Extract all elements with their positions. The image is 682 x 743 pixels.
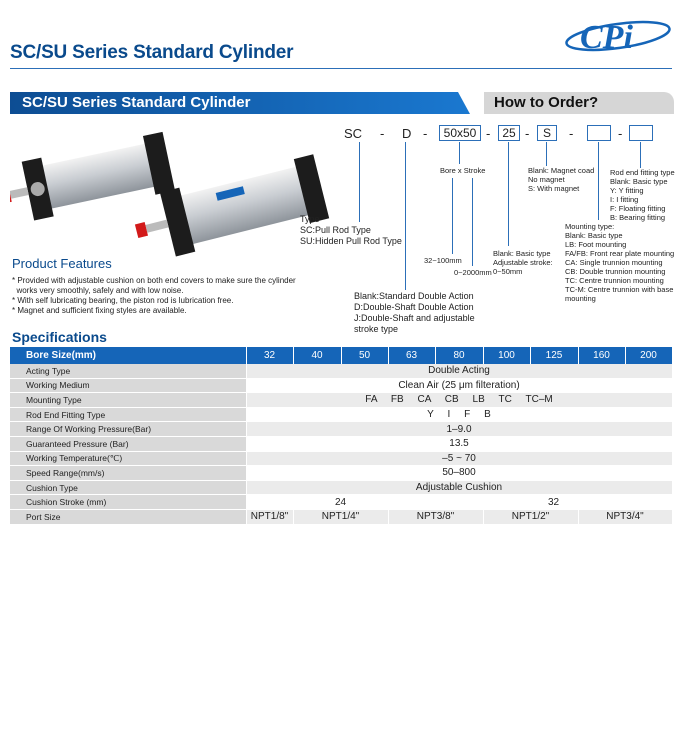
connector-line [452,178,453,254]
row-label: Working Temperature(℃) [10,451,246,466]
code-dash: - [486,126,491,141]
connector-line [472,178,473,266]
title-divider [10,68,672,69]
bore-header: 80 [435,347,483,364]
bore-header: 40 [293,347,341,364]
row-label: Port Size [10,509,246,524]
code-mounting [587,125,611,141]
row-label: Range Of Working Pressure(Bar) [10,422,246,437]
row-value: Clean Air (25 μm filteration) [246,378,672,393]
row-value: 24 [246,495,435,510]
row-value: Double Acting [246,364,672,378]
how-to-order-title: How to Order? [494,94,599,111]
connector-line [598,142,599,220]
specifications-title: Specifications [12,329,107,345]
logo-text: CPi [580,19,633,56]
code-dash: - [569,126,574,141]
row-label: Speed Range(mm/s) [10,466,246,481]
connector-line [405,142,406,290]
connector-line [359,142,360,222]
row-value: Adjustable Cushion [246,480,672,495]
cylinder-product-image [10,124,340,262]
bore-header: 32 [246,347,293,364]
rod-end-note: Rod end fitting type Blank: Basic type Y: Y fitting I: I fitting F: Floating fitting B: Bearing fitting [610,168,675,222]
code-magnet: S [537,125,557,141]
code-dash: - [423,126,428,141]
row-label: Guaranteed Pressure (Bar) [10,436,246,451]
code-dash: - [380,126,385,141]
bore-stroke-note: Bore x Stroke [440,166,486,175]
connector-line [546,142,547,166]
row-value: NPT1/2" [483,509,578,524]
bore-header: 125 [530,347,578,364]
table-row [10,436,672,451]
feature-line: * Provided with adjustable cushion on both end covers to make sure the cylinder [12,276,296,285]
code-series: SC [344,126,363,141]
row-label: Cushion Stroke (mm) [10,495,246,510]
row-value: NPT1/4" [293,509,388,524]
row-value: FA FB CA CB LB TC TC–M [246,393,672,408]
row-value: NPT1/8" [246,509,293,524]
row-value: 1–9.0 [246,422,672,437]
row-value: 13.5 [246,436,672,451]
bore-header: 50 [341,347,388,364]
bore-range-note: 32~100mm [424,256,462,265]
cpi-logo [562,8,674,62]
code-bore-stroke: 50x50 [439,125,481,141]
row-value: NPT3/8" [388,509,483,524]
row-label: Rod End Fitting Type [10,407,246,422]
bore-size-header: Bore Size(mm) [10,347,246,364]
row-label: Acting Type [10,364,246,378]
table-row [10,422,672,437]
table-row [10,466,672,481]
row-label: Mounting Type [10,393,246,408]
code-rod-end [629,125,653,141]
row-value: 32 [435,495,672,510]
table-row [10,378,672,393]
code-cushion: 25 [498,125,520,141]
table-row [10,480,672,495]
connector-line [508,142,509,246]
table-row [10,393,672,408]
table-row [10,451,672,466]
magnet-note: Blank: Magnet coad No magnet S: With magnet [528,166,595,193]
row-label: Cushion Type [10,480,246,495]
action-note: Blank:Standard Double Action D:Double-Shaft Double Action J:Double-Shaft and adjustable stroke type [354,291,475,334]
code-dash: - [525,126,530,141]
cushion-note: Blank: Basic type Adjustable stroke: 0~50mm [493,249,553,276]
section-bar-title: SC/SU Series Standard Cylinder [22,94,251,111]
bore-header: 200 [625,347,672,364]
table-header-row [10,347,672,364]
row-value: 50–800 [246,466,672,481]
connector-line [640,142,641,168]
table-row [10,495,672,510]
code-action: D [402,126,412,141]
row-value: NPT3/4" [578,509,672,524]
feature-line: works very smoothly, safely and with low noise. [12,286,184,295]
type-note: Type SC:Pull Rod Type SU:Hidden Pull Rod Type [300,214,402,246]
specifications-table [10,347,673,525]
bore-header: 63 [388,347,435,364]
row-label: Working Medium [10,378,246,393]
table-row [10,509,672,524]
row-value: –5 ~ 70 [246,451,672,466]
feature-line: * With self lubricating bearing, the piston rod is lubrication free. [12,296,234,305]
table-row [10,364,672,378]
bore-header: 100 [483,347,530,364]
table-row [10,407,672,422]
code-dash: - [618,126,623,141]
feature-line: * Magnet and sufficient fixing styles are available. [12,306,187,315]
mounting-note: Mounting type: Blank: Basic type LB: Foot mounting FA/FB: Front rear plate mounting CA: Single trunnion mounting CB: Double trunnion mounting TC: Centre trunnion mounting TC-M: Centre trunnion with base mounting [565,222,675,303]
page-title: SC/SU Series Standard Cylinder [10,42,294,63]
bore-header: 160 [578,347,625,364]
stroke-range-note: 0~2000mm [454,268,492,277]
product-features-title: Product Features [12,256,112,271]
connector-line [459,142,460,164]
row-value: Y I F B [246,407,672,422]
